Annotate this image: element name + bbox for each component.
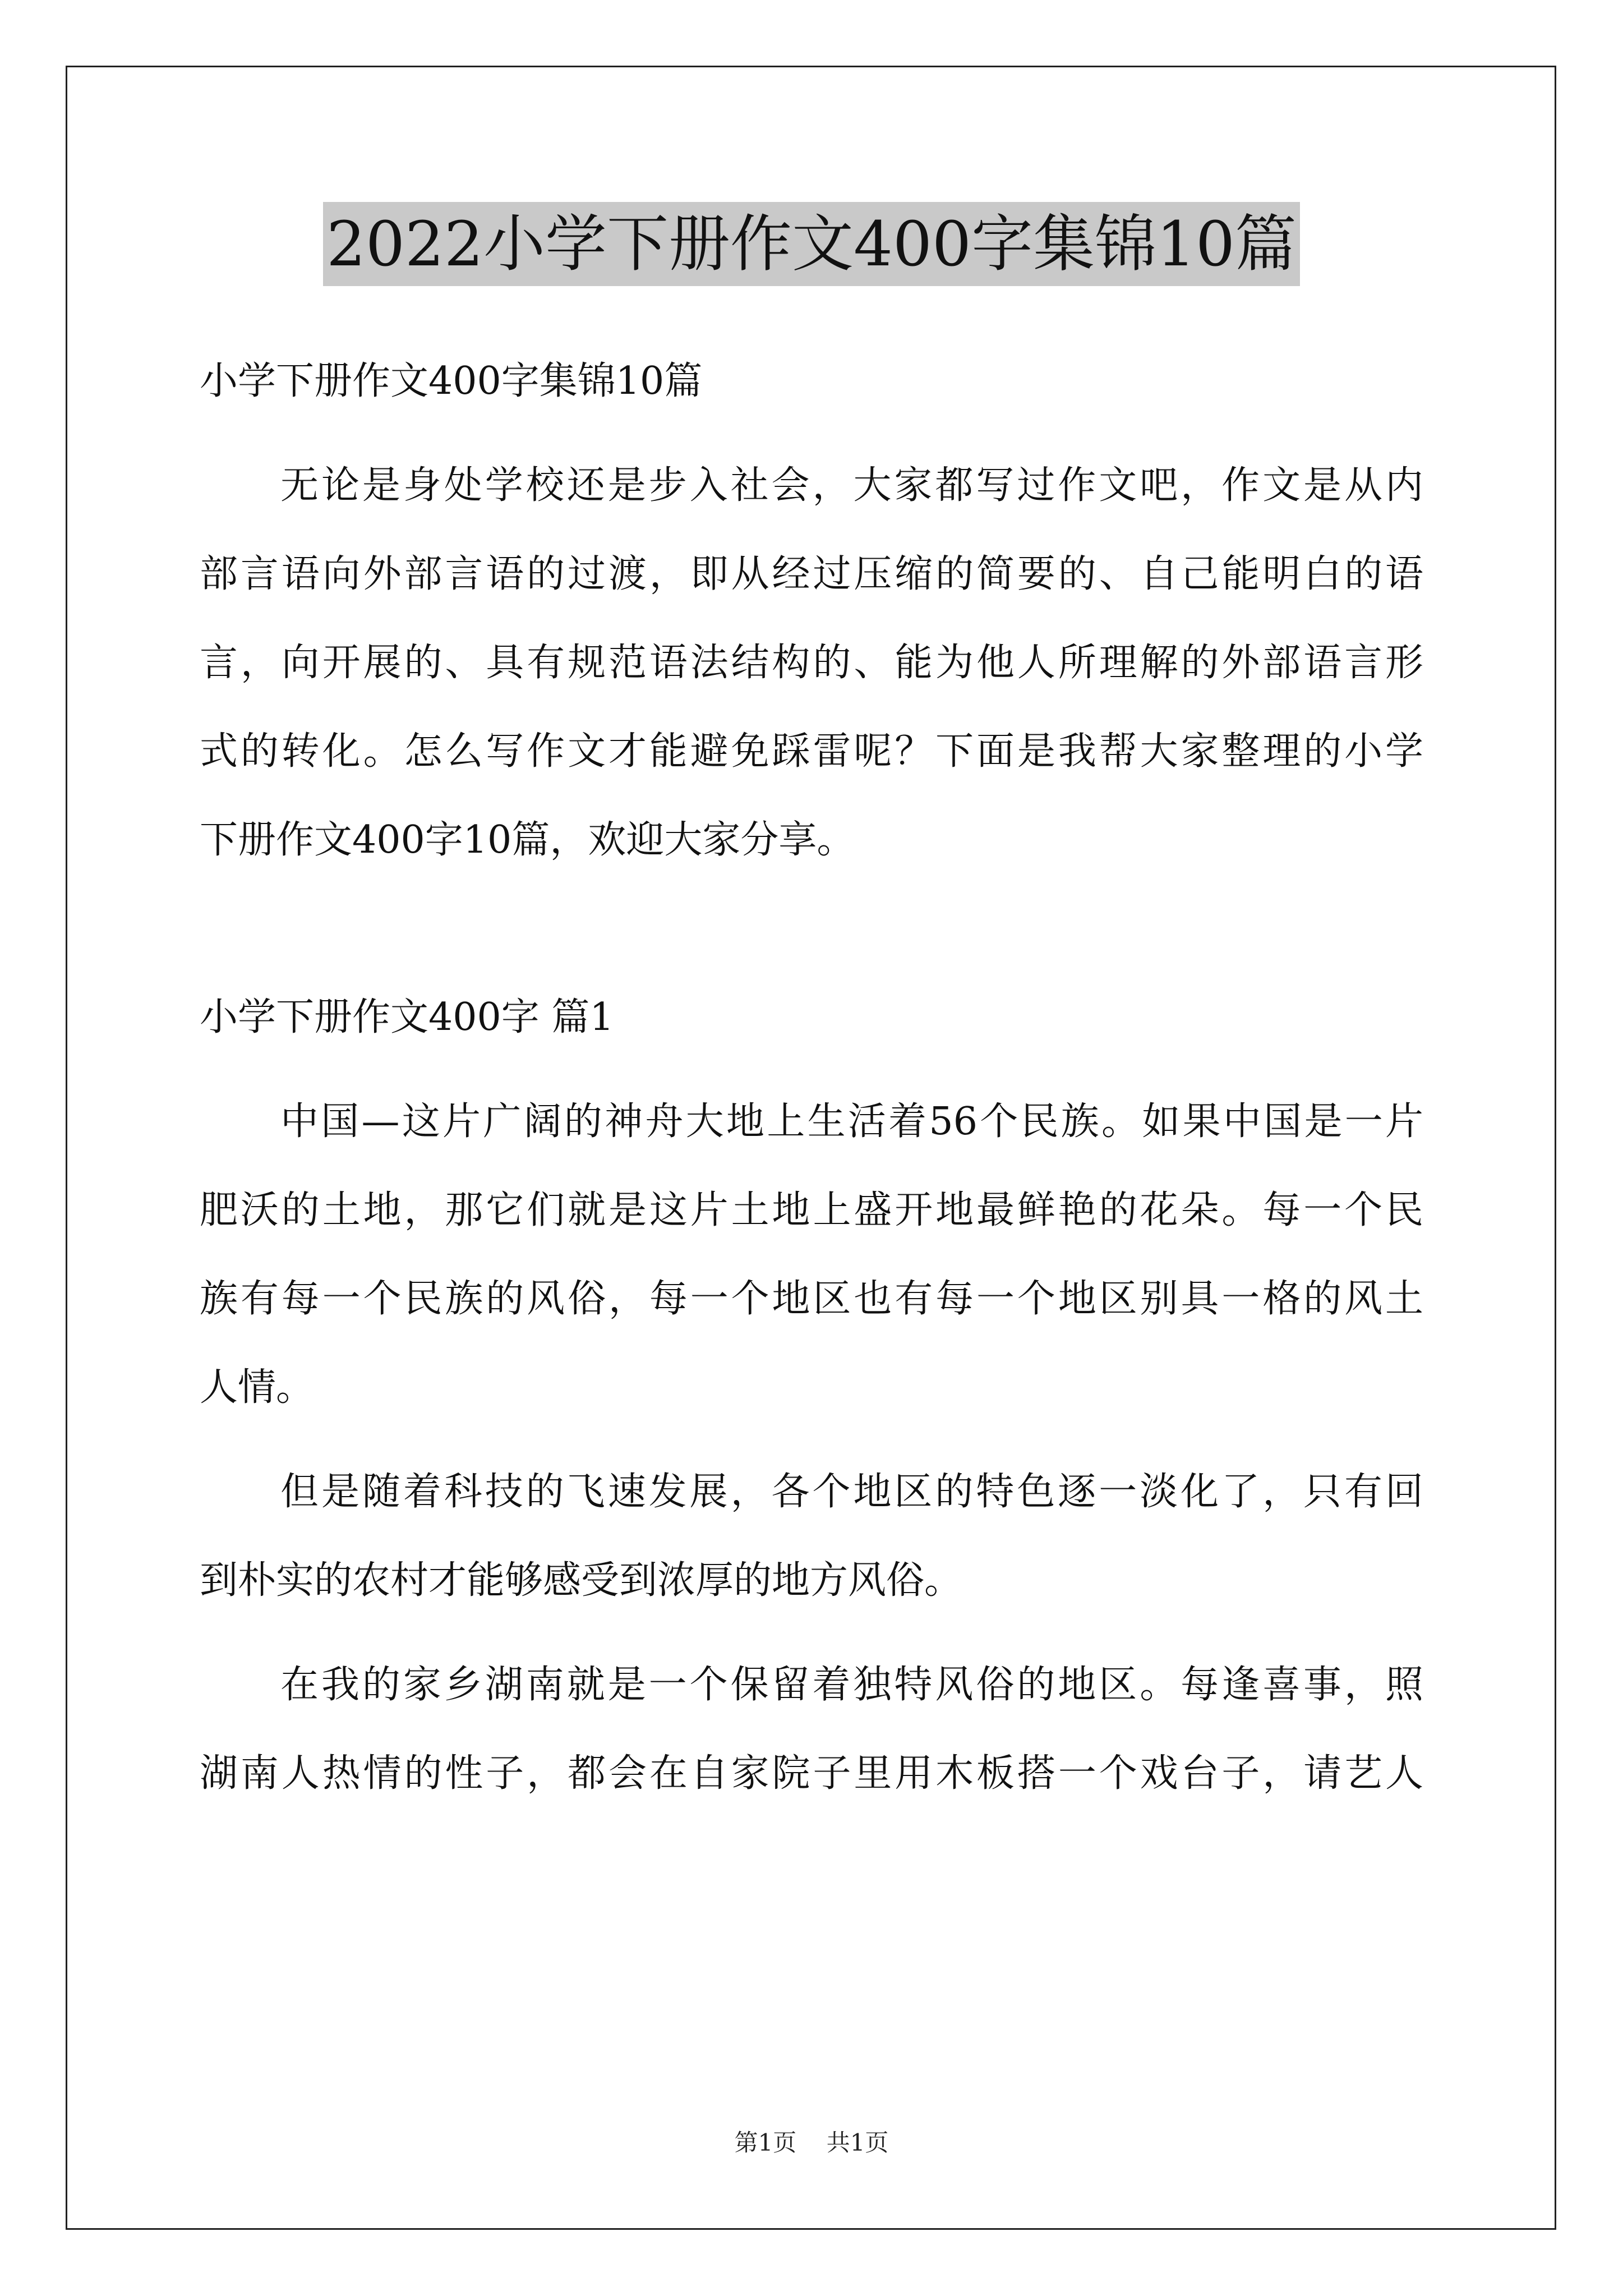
intro-line: 部言语向外部言语的过渡，即从经过压缩的简要的、自己能明白的语 — [200, 552, 1423, 596]
intro-paragraph — [200, 463, 1423, 863]
paragraph-line: 族有每一个民族的风俗，每一个地区也有每一个地区别具一格的风土 — [200, 1277, 1423, 1321]
page-footer — [0, 2126, 1623, 2160]
intro-line: 式的转化。怎么写作文才能避免踩雷呢？下面是我帮大家整理的小学 — [200, 729, 1423, 774]
page-number: 第1页 — [734, 2129, 797, 2156]
title-container — [0, 202, 1623, 286]
intro-line: 无论是身处学校还是步入社会，大家都写过作文吧，作文是从内 — [280, 463, 1423, 508]
document-title: 2022小学下册作文400字集锦10篇 — [323, 202, 1300, 286]
subtitle: 小学下册作文400字集锦10篇 — [200, 359, 703, 403]
paragraph-line: 到朴实的农村才能够感受到浓厚的地方风俗。 — [200, 1558, 963, 1603]
paragraph-line: 在我的家乡湖南就是一个保留着独特风俗的地区。每逢喜事，照 — [280, 1663, 1423, 1707]
paragraph-line: 但是随着科技的飞速发展，各个地区的特色逐一淡化了，只有回 — [280, 1470, 1423, 1514]
paragraph-line: 中国—这片广阔的神舟大地上生活着56个民族。如果中国是一片 — [280, 1099, 1423, 1144]
document-body — [200, 314, 1423, 1796]
paragraph-line: 湖南人热情的性子，都会在自家院子里用木板搭一个戏台子，请艺人 — [200, 1751, 1423, 1796]
paragraph-line: 人情。 — [200, 1365, 315, 1410]
paragraph-2 — [200, 1470, 1423, 1603]
paragraph-line: 肥沃的土地，那它们就是这片土地上盛开地最鲜艳的花朵。每一个民 — [200, 1188, 1423, 1232]
intro-line: 下册作文400字10篇，欢迎大家分享。 — [200, 818, 855, 862]
intro-line: 言，向开展的、具有规范语法结构的、能为他人所理解的外部语言形 — [200, 641, 1423, 685]
page-total: 共1页 — [826, 2129, 889, 2156]
paragraph-1 — [200, 1099, 1423, 1410]
section-heading: 小学下册作文400字 篇1 — [200, 995, 614, 1039]
paragraph-3 — [200, 1663, 1423, 1796]
